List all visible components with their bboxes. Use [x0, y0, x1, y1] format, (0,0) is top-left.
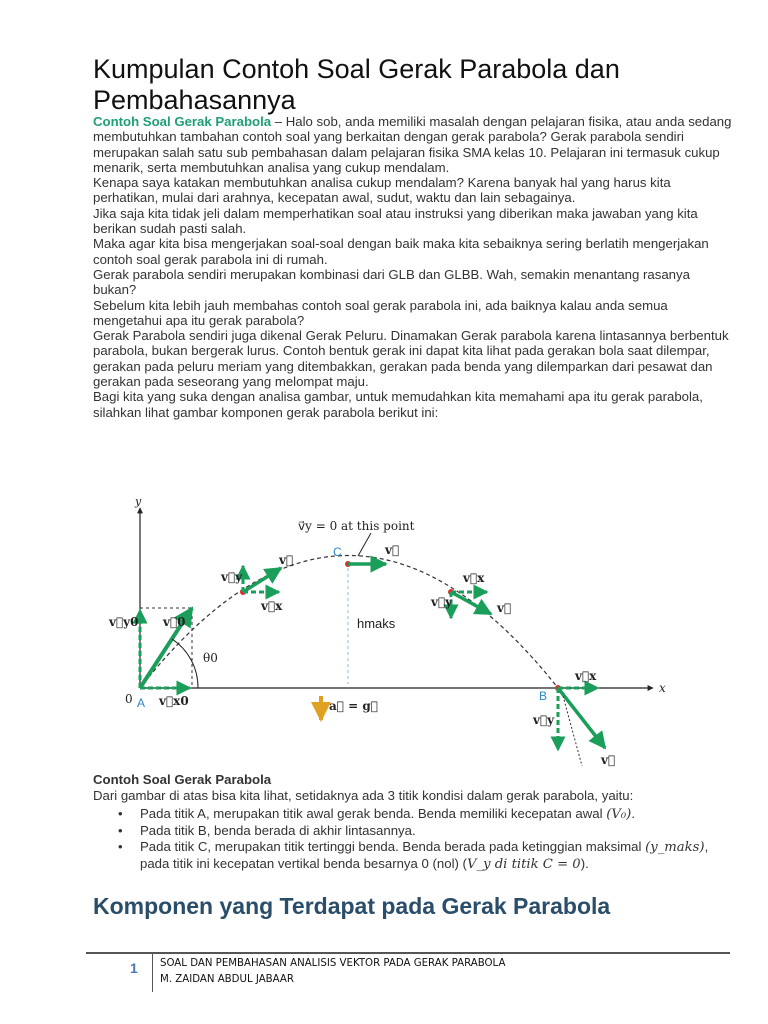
- section-intro: Dari gambar di atas bisa kita lihat, setidaknya ada 3 titik kondisi dalam gerak parabola, yaitu:: [93, 788, 634, 803]
- point-b-label: B: [539, 689, 548, 703]
- page-title: Kumpulan Contoh Soal Gerak Parabola dan Pembahasannya: [93, 54, 620, 115]
- label-vy0: v⃗y0: [109, 615, 139, 629]
- paragraph-8: Bagi kita yang suka dengan analisa gambar, untuk memudahkan kita memahami apa itu gerak parabola, silahkan lihat gambar komponen gerak parabola berikut ini:: [93, 389, 703, 420]
- list-item: • Pada titik A, merupakan titik awal gerak benda. Benda memiliki kecepatan awal (V₀).: [118, 806, 738, 823]
- label-vx0: v⃗x0: [159, 694, 189, 708]
- footer-divider: [86, 952, 730, 954]
- label-rise-vx: v⃗x: [261, 599, 283, 613]
- theta-arc: [172, 639, 198, 688]
- origin-label: 0: [125, 692, 133, 706]
- condition-list: [118, 806, 738, 873]
- point-a-label: A: [137, 696, 146, 710]
- label-apex-v: v⃗: [385, 543, 400, 557]
- footer-vertical-divider: [152, 952, 153, 992]
- paragraph-1: Contoh Soal Gerak Parabola – Halo sob, anda memiliki masalah dengan pelajaran fisika, atau anda sedang membutuhkan tambahan contoh soal yang berkaitan dengan gerak parabola? Gerak parabola sendiri merupakan salah satu sub pembahasan dalam pelajaran fisika SMA kelas 10. Pelajaran ini termasuk cukup menarik, serta membutuhkan analisa yang cukup mendalam.: [93, 114, 732, 175]
- footer-line-1: SOAL DAN PEMBAHASAN ANALISIS VEKTOR PADA GERAK PARABOLA: [160, 958, 506, 969]
- projectile-motion-diagram: [93, 488, 683, 773]
- trajectory-path: [140, 556, 558, 689]
- label-theta0: θ0: [203, 651, 218, 665]
- page-number: 1: [130, 960, 138, 976]
- paragraph-5: Gerak parabola sendiri merupakan kombinasi dari GLB dan GLBB. Wah, semakin menantang rasanya bukan?: [93, 266, 690, 298]
- footer-line-2: M. ZAIDAN ABDUL JABAAR: [160, 974, 294, 985]
- list-item: • Pada titik C, merupakan titik tertinggi benda. Benda berada pada ketinggian maksimal (y_maks), pada titik ini kecepatan vertikal benda besarnya 0 (nol) (V_y di titik C = 0).: [118, 839, 738, 873]
- label-fall-v: v⃗: [497, 601, 512, 615]
- paragraph-4: Maka agar kita bisa mengerjakan soal-soal dengan baik maka kita sebaiknya sering berlatih mengerjakan contoh soal gerak parabola ini di rumah.: [93, 236, 709, 267]
- label-v0: v⃗0: [163, 615, 186, 629]
- top-note: v⃗y = 0 at this point: [298, 519, 415, 533]
- paragraph-7: Gerak Parabola sendiri juga dikenal Gerak Peluru. Dinamakan Gerak parabola karena lintasannya berbentuk parabola, bukan bergerak lurus. Contoh bentuk gerak ini dapat kita lihat pada gerakan bola saat dilempar, gerakan pada peluru meriam yang ditembakkan, gerakan pada benda yang dilemparkan dari pesawat dan gerakan pada seseorang yang melompat maju.: [93, 328, 729, 390]
- label-hmaks: hmaks: [357, 616, 396, 631]
- point-c-label: C: [333, 545, 342, 559]
- paragraph-2: Kenapa saya katakan membutuhkan analisa cukup mendalam? Karena banyak hal yang harus kita perhatikan, mulai dari arahnya, kecepatan awal, sudut, waktu dan lain sebagainya.: [93, 175, 671, 206]
- label-land-vy: v⃗y: [533, 713, 555, 727]
- label-rise-vy: v⃗y: [221, 570, 243, 584]
- land-v-vector: [558, 688, 605, 748]
- label-rise-v: v⃗: [279, 553, 294, 567]
- paragraph-6: Sebelum kita lebih jauh membahas contoh soal gerak parabola ini, ada baiknya kalau anda semua mengetahui apa itu gerak parabola?: [93, 297, 668, 328]
- paragraph-3: Jika saja kita tidak jeli dalam memperhatikan soal atau instruksi yang diberikan maka jawaban yang kita berikan sudah pasti salah.: [93, 205, 698, 237]
- label-fall-vy: v⃗y: [431, 595, 453, 609]
- footer-text: [160, 956, 505, 988]
- article-body: [93, 114, 733, 420]
- subheading: Komponen yang Terdapat pada Gerak Parabola: [93, 893, 611, 919]
- rise-v-vector: [243, 568, 281, 592]
- fall-v-vector: [451, 592, 491, 614]
- section-heading: Contoh Soal Gerak Parabola: [93, 772, 272, 787]
- x-axis-label: x: [659, 681, 666, 695]
- label-fall-vx: v⃗x: [463, 571, 485, 585]
- label-land-v: v⃗: [601, 753, 616, 767]
- apex-pointer: [358, 533, 371, 556]
- lead-link[interactable]: Contoh Soal Gerak Parabola: [93, 114, 272, 129]
- label-accel: a⃗ = g⃗: [329, 699, 378, 713]
- label-land-vx: v⃗x: [575, 669, 597, 683]
- list-item: • Pada titik B, benda berada di akhir lintasannya.: [118, 823, 738, 839]
- y-axis-label: y: [135, 495, 142, 508]
